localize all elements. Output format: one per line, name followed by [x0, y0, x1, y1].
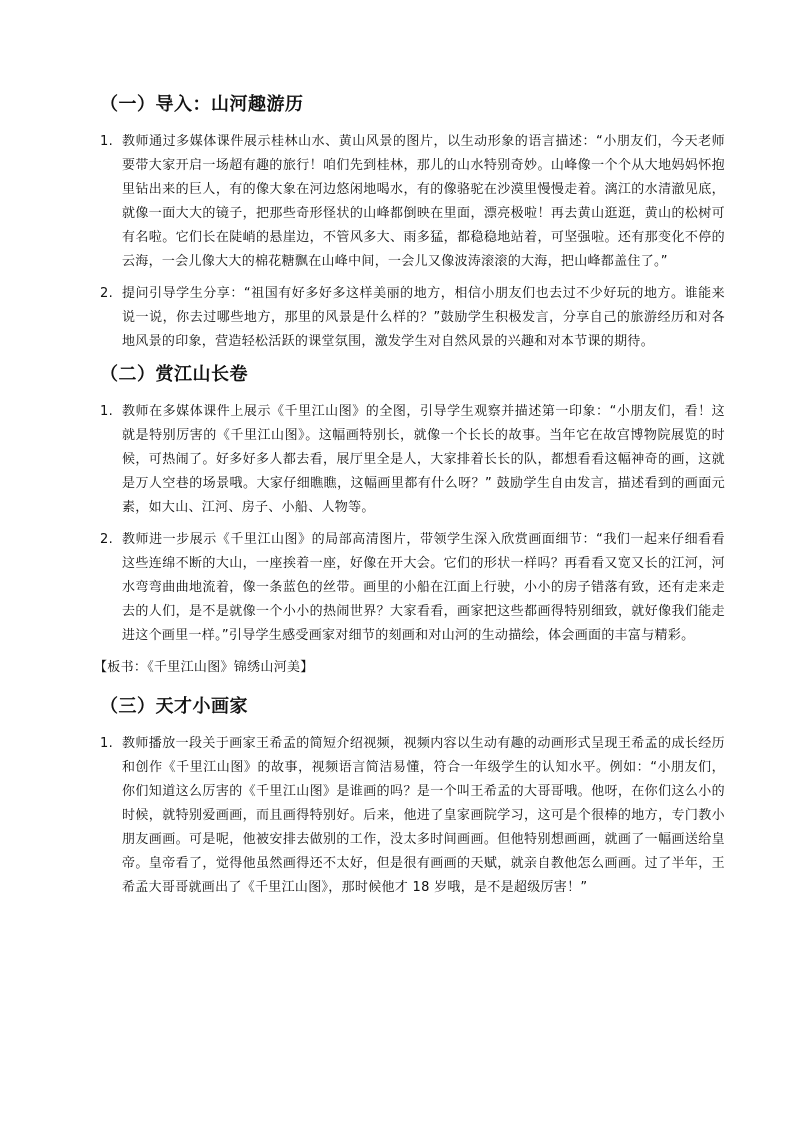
list-item [100, 732, 725, 900]
section-title-appreciate: （二）赏江山长卷 [100, 364, 248, 385]
list-item-text: 提问引导学生分享：“祖国有好多好多这样美丽的地方，相信小朋友们也去过不少好玩的地方。谁能来说一说，你去过哪些地方，那里的风景是什么样的？”鼓励学生积极发言，分享自己的旅游经历和对各地风景的印象，营造轻松活跃的课堂氛围，激发学生对自然风景的兴趣和对本节课的期待。 [122, 286, 725, 349]
list-item-number: 1. [100, 736, 114, 751]
section-painter-list [100, 732, 724, 900]
list-item [100, 400, 725, 520]
section-title-painter: （三）天才小画家 [100, 696, 248, 717]
list-item-text: 教师进一步展示《千里江山图》的局部高清图片，带领学生深入欣赏画面细节：“我们一起来仔细看看这些连绵不断的大山，一座挨着一座，好像在开大会。它们的形状一样吗？再看看又宽又长的江河，河水弯弯曲曲地流着，像一条蓝色的丝带。画里的小船在江面上行驶，小小的房子错落有致，还有走来走去的人们，是不是就像一个小小的热闹世界？大家看看，画家把这些都画得特别细致，就好像我们能走进这个画里一样。”引导学生感受画家对细节的刻画和对山河的生动描绘，体会画面的丰富与精彩。 [122, 532, 725, 643]
list-item-text: 教师通过多媒体课件展示桂林山水、黄山风景的图片，以生动形象的语言描述：“小朋友们，今天老师要带大家开启一场超有趣的旅行！咱们先到桂林，那儿的山水特别奇妙。山峰像一个个从大地妈妈怀抱里钻出来的巨人，有的像大象在河边悠闲地喝水，有的像骆驼在沙漠里慢慢走着。漓江的水清澈见底，就像一面大大的镜子，把那些奇形怪状的山峰都倒映在里面，漂亮极啦！再去黄山逛逛，黄山的松树可有名啦。它们长在陡峭的悬崖边，不管风多大、雨多猛，都稳稳地站着，可坚强啦。还有那变化不停的云海，一会儿像大大的棉花糖飘在山峰中间，一会儿又像波涛滚滚的大海，把山峰都盖住了。” [122, 134, 725, 269]
section-appreciate-list [100, 400, 724, 648]
list-item-number: 1. [100, 134, 114, 149]
list-item [100, 130, 725, 274]
list-item-number: 2. [100, 532, 114, 547]
section-title-intro: （一）导入：山河趣游历 [100, 94, 304, 115]
section-intro-list [100, 130, 724, 354]
list-item [100, 282, 725, 354]
list-item-text: 教师在多媒体课件上展示《千里江山图》的全图，引导学生观察并描述第一印象：“小朋友们，看！这就是特别厉害的《千里江山图》。这幅画特别长，就像一个长长的故事。当年它在故宫博物院展览的时候，可热闹了。好多好多人都去看，展厅里全是人，大家排着长长的队，都想看看这幅神奇的画，这就是万人空巷的场景哦。大家仔细瞧瞧，这幅画里都有什么呀？” 鼓励学生自由发言，描述看到的画面元素，如大山、江河、房子、小船、人物等。 [122, 404, 725, 515]
list-item-text: 教师播放一段关于画家王希孟的简短介绍视频，视频内容以生动有趣的动画形式呈现王希孟的成长经历和创作《千里江山图》的故事，视频语言简洁易懂，符合一年级学生的认知水平。例如：“小朋友们，你们知道这么厉害的《千里江山图》是谁画的吗？是一个叫王希孟的大哥哥哦。他呀，在你们这么小的时候，就特别爱画画，而且画得特别好。后来，他进了皇家画院学习，这可是个很棒的地方，专门教小朋友画画。可是呢，他被安排去做别的工作，没太多时间画画。但他特别想画画，就画了一幅画送给皇帝。皇帝看了，觉得他虽然画得还不太好，但是很有画画的天赋，就亲自教他怎么画画。过了半年，王希孟大哥哥就画出了《千里江山图》，那时候他才 18 岁哦，是不是超级厉害！” [122, 736, 725, 895]
list-item-number: 2. [100, 286, 114, 301]
list-item [100, 528, 725, 648]
blackboard-note: 【板书：《千里江山图》锦绣山河美】 [94, 660, 314, 675]
list-item-number: 1. [100, 404, 114, 419]
